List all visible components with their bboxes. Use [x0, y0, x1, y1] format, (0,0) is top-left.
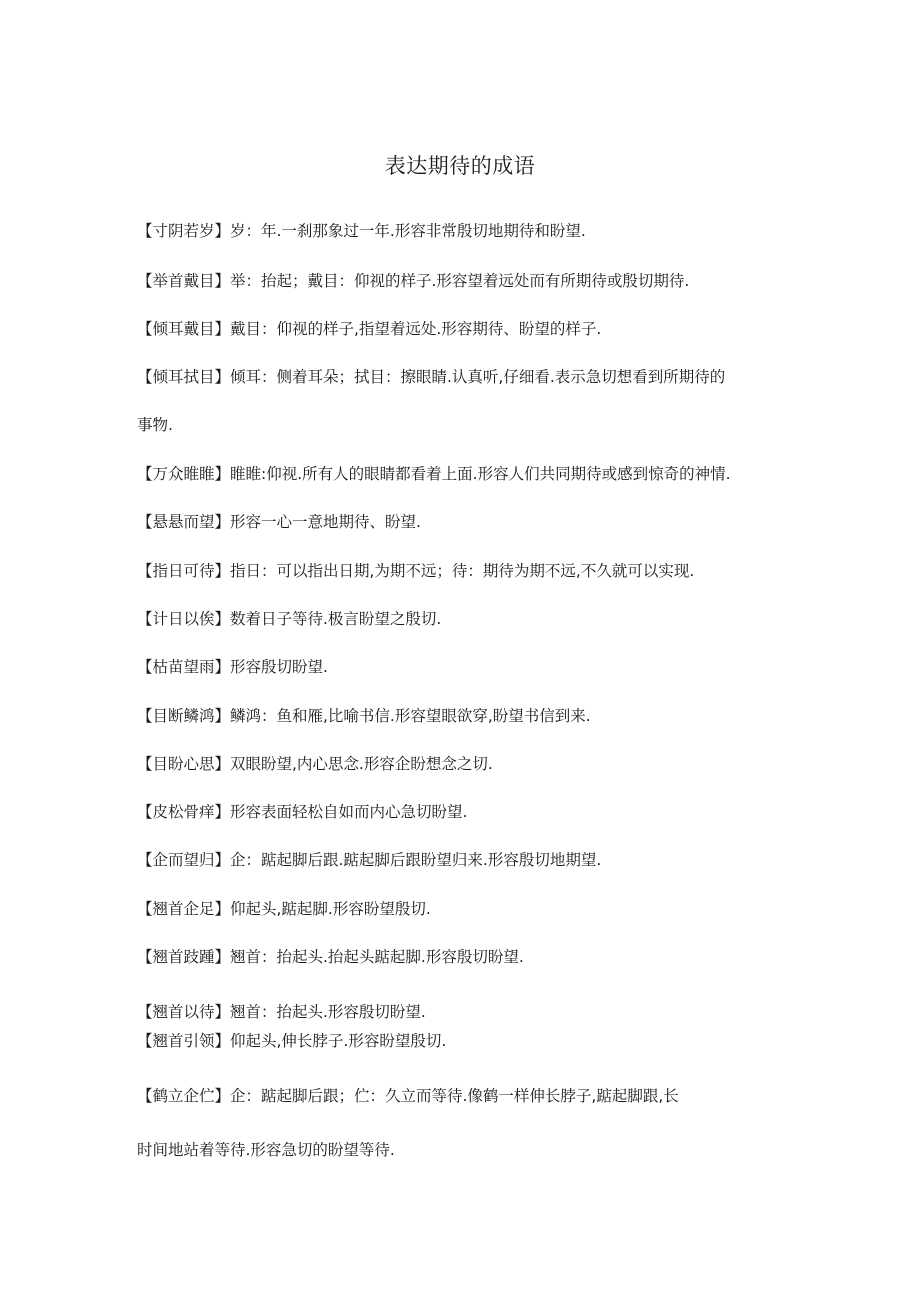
idiom-entry: 【企而望归】企：踮起脚后跟.踮起脚后跟盼望归来.形容殷切地期望. — [137, 851, 602, 869]
idiom-entry: 【皮松骨痒】形容表面轻松自如而内心急切盼望. — [137, 803, 468, 821]
idiom-entry: 【目断鳞鸿】鳞鸿：鱼和雁,比喻书信.形容望眼欲穿,盼望书信到来. — [137, 707, 591, 725]
idiom-entry: 【枯苗望雨】形容殷切盼望. — [137, 658, 328, 676]
page-title: 表达期待的成语 — [384, 154, 536, 178]
idiom-entry-continuation: 时间地站着等待.形容急切的盼望等待. — [137, 1141, 395, 1159]
idiom-entry: 【翘首企足】仰起头,踮起脚.形容盼望殷切. — [137, 900, 431, 918]
idiom-entry: 【举首戴目】举：抬起；戴目：仰视的样子.形容望着远处而有所期待或殷切期待. — [137, 272, 690, 290]
idiom-entry-continuation: 事物. — [137, 416, 173, 434]
idiom-entry: 【翘首以待】翘首：抬起头.形容殷切盼望. — [137, 1003, 426, 1021]
idiom-entry: 【寸阴若岁】岁：年.一刹那象过一年.形容非常殷切地期待和盼望. — [137, 222, 586, 240]
idiom-entry: 【倾耳拭目】倾耳：侧着耳朵；拭目：擦眼睛.认真听,仔细看.表示急切想看到所期待的 — [137, 368, 726, 386]
idiom-entry: 【悬悬而望】形容一心一意地期待、盼望. — [137, 513, 421, 531]
idiom-entry: 【计日以俟】数着日子等待.极言盼望之殷切. — [137, 610, 442, 628]
idiom-entry: 【指日可待】指日：可以指出日期,为期不远；待：期待为期不远,不久就可以实现. — [137, 562, 695, 580]
idiom-entry: 【倾耳戴目】戴目：仰视的样子,指望着远处.形容期待、盼望的样子. — [137, 320, 602, 338]
idiom-entry: 【鹤立企伫】企：踮起脚后跟；伫：久立而等待.像鹤一样伸长脖子,踮起脚跟,长 — [137, 1087, 679, 1105]
idiom-entry: 【翘首引领】仰起头,伸长脖子.形容盼望殷切. — [137, 1032, 447, 1050]
idiom-entry: 【翘首跂踵】翘首：抬起头.抬起头踮起脚.形容殷切盼望. — [137, 948, 524, 966]
idiom-entry: 【目盼心思】双眼盼望,内心思念.形容企盼想念之切. — [137, 755, 493, 773]
idiom-entry: 【万众睢睢】睢睢:仰视.所有人的眼睛都看着上面.形容人们共同期待或感到惊奇的神情. — [137, 465, 731, 483]
